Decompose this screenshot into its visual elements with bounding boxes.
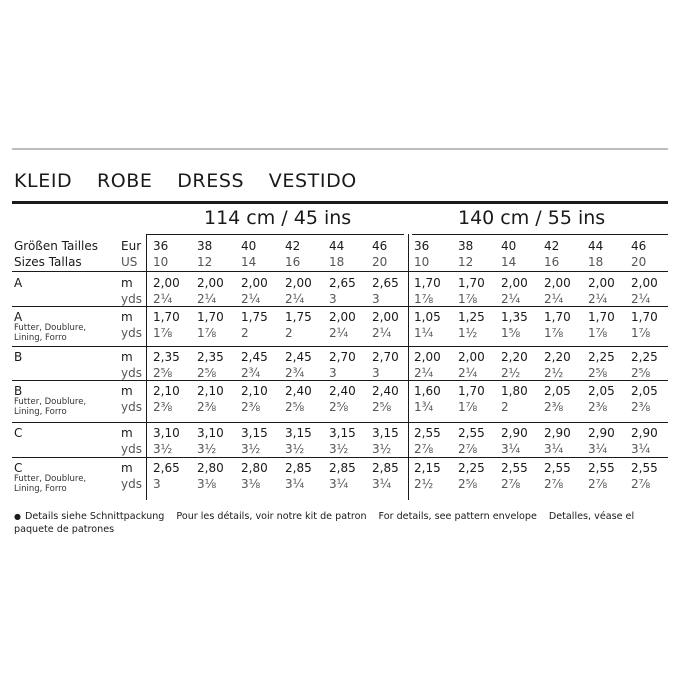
yards-cell: 2¼	[372, 326, 392, 340]
yards-cell: 2¼	[285, 292, 305, 306]
metre-cell: 2,85	[372, 461, 399, 475]
yards-cell: 3½	[197, 442, 217, 456]
row-label: C	[14, 461, 23, 475]
yards-cell: 2¼	[501, 292, 521, 306]
yards-cell: 2¼	[588, 292, 608, 306]
yards-cell: 2¼	[414, 366, 434, 380]
row-label: B	[14, 350, 23, 364]
width-header-140: 140 cm / 55 ins	[458, 207, 606, 229]
yards-cell: 2⅞	[631, 477, 651, 491]
footnote	[14, 510, 664, 536]
header-rule-right	[412, 234, 668, 235]
yards-cell: 3¼	[501, 442, 521, 456]
unit-yds: yds	[121, 400, 142, 414]
yards-cell: 2⅝	[285, 400, 305, 414]
row-sublabel: Futter, Doublure, Lining, Forro	[14, 397, 87, 417]
metre-cell: 2,00	[285, 276, 312, 290]
unit-m: m	[121, 426, 133, 440]
metre-cell: 2,85	[285, 461, 312, 475]
metre-cell: 3,10	[197, 426, 224, 440]
us-size-cell: 10	[153, 255, 169, 269]
width-header-114: 114 cm / 45 ins	[204, 207, 352, 229]
unit-label-us: US	[121, 255, 138, 269]
yards-cell: 2⅝	[588, 366, 608, 380]
metre-cell: 2,35	[153, 350, 180, 364]
row-sublabel: Futter, Doublure, Lining, Forro	[14, 474, 87, 494]
unit-m: m	[121, 276, 133, 290]
eur-size-cell: 46	[631, 239, 647, 253]
yards-cell: 1⅝	[501, 326, 521, 340]
title-rule	[12, 201, 668, 204]
eur-size-cell: 40	[501, 239, 517, 253]
title-fr: ROBE	[96, 170, 153, 192]
metre-cell: 2,55	[631, 461, 658, 475]
yards-cell: 3¼	[544, 442, 564, 456]
metre-cell: 1,80	[501, 384, 528, 398]
yards-cell: 1¼	[414, 326, 434, 340]
unit-yds: yds	[121, 292, 142, 306]
metre-cell: 2,00	[153, 276, 180, 290]
metre-cell: 2,90	[501, 426, 528, 440]
us-size-cell: 18	[329, 255, 345, 269]
title-en: DRESS	[177, 170, 245, 192]
metre-cell: 3,15	[241, 426, 268, 440]
metre-cell: 2,15	[414, 461, 441, 475]
metre-cell: 2,05	[631, 384, 658, 398]
us-size-cell: 16	[544, 255, 560, 269]
yards-cell: 1⅞	[197, 326, 217, 340]
eur-size-cell: 46	[372, 239, 388, 253]
yards-cell: 2¾	[285, 366, 305, 380]
unit-yds: yds	[121, 477, 142, 491]
metre-cell: 1,75	[285, 310, 312, 324]
unit-label-eur: Eur	[121, 239, 142, 253]
yards-cell: 3	[329, 292, 337, 306]
page-title	[14, 170, 375, 192]
yards-cell: 3½	[241, 442, 261, 456]
metre-cell: 2,55	[414, 426, 441, 440]
metre-cell: 1,70	[153, 310, 180, 324]
yards-cell: 2¾	[241, 366, 261, 380]
metre-cell: 2,00	[588, 276, 615, 290]
row-divider	[12, 346, 668, 347]
yards-cell: 2⅝	[197, 366, 217, 380]
us-size-cell: 16	[285, 255, 301, 269]
yards-cell: 2⅜	[197, 400, 217, 414]
row-divider	[12, 457, 668, 458]
unit-m: m	[121, 461, 133, 475]
eur-size-cell: 36	[153, 239, 169, 253]
yards-cell: 2¼	[458, 366, 478, 380]
metre-cell: 2,10	[197, 384, 224, 398]
metre-cell: 2,00	[197, 276, 224, 290]
size-label-line1: Größen Tailles	[14, 239, 99, 253]
us-size-cell: 10	[414, 255, 430, 269]
metre-cell: 1,70	[414, 276, 441, 290]
eur-size-cell: 44	[588, 239, 604, 253]
eur-size-cell: 38	[458, 239, 474, 253]
metre-cell: 2,55	[544, 461, 571, 475]
size-label-line2: Sizes Tallas	[14, 255, 82, 269]
yards-cell: 2¼	[241, 292, 261, 306]
top-rule	[12, 148, 668, 150]
metre-cell: 1,05	[414, 310, 441, 324]
yards-cell: 3½	[372, 442, 392, 456]
row-divider	[12, 380, 668, 381]
yards-cell: 2½	[544, 366, 564, 380]
row-sublabel: Futter, Doublure, Lining, Forro	[14, 323, 87, 343]
yards-cell: 2¼	[197, 292, 217, 306]
yards-cell: 2⅜	[588, 400, 608, 414]
yards-cell: 3	[153, 477, 161, 491]
yards-cell: 2⅝	[329, 400, 349, 414]
metre-cell: 2,20	[501, 350, 528, 364]
metre-cell: 1,70	[631, 310, 658, 324]
metre-cell: 2,55	[501, 461, 528, 475]
row-divider	[12, 271, 668, 272]
yards-cell: 2¼	[544, 292, 564, 306]
row-label: B	[14, 384, 23, 398]
title-de: KLEID	[14, 170, 73, 192]
yards-cell: 3⅛	[241, 477, 261, 491]
yards-cell: 3	[372, 292, 380, 306]
yards-cell: 2⅞	[414, 442, 434, 456]
metre-cell: 2,45	[285, 350, 312, 364]
yards-cell: 2⅜	[544, 400, 564, 414]
unit-m: m	[121, 384, 133, 398]
metre-cell: 3,15	[372, 426, 399, 440]
yards-cell: 2⅝	[372, 400, 392, 414]
metre-cell: 1,60	[414, 384, 441, 398]
footnote-fr: Pour les détails, voir notre kit de patron	[176, 511, 367, 522]
us-size-cell: 14	[501, 255, 517, 269]
us-size-cell: 20	[631, 255, 647, 269]
yards-cell: 3½	[329, 442, 349, 456]
footnote-es: Detalles, véase el paquete de patrones	[14, 511, 635, 535]
metre-cell: 3,15	[285, 426, 312, 440]
metre-cell: 3,15	[329, 426, 356, 440]
unit-m: m	[121, 310, 133, 324]
metre-cell: 2,10	[153, 384, 180, 398]
metre-cell: 2,70	[372, 350, 399, 364]
metre-cell: 2,10	[241, 384, 268, 398]
yards-cell: 3¼	[329, 477, 349, 491]
metre-cell: 2,65	[153, 461, 180, 475]
yards-cell: 2¼	[631, 292, 651, 306]
metre-cell: 2,00	[501, 276, 528, 290]
metre-cell: 2,25	[588, 350, 615, 364]
yards-cell: 3⅛	[197, 477, 217, 491]
metre-cell: 2,05	[588, 384, 615, 398]
metre-cell: 2,25	[458, 461, 485, 475]
metre-cell: 2,90	[588, 426, 615, 440]
metre-cell: 2,35	[197, 350, 224, 364]
yards-cell: 2	[501, 400, 509, 414]
metre-cell: 2,00	[544, 276, 571, 290]
us-size-cell: 18	[588, 255, 604, 269]
eur-size-cell: 44	[329, 239, 345, 253]
unit-yds: yds	[121, 442, 142, 456]
us-size-cell: 12	[458, 255, 474, 269]
row-divider	[12, 422, 668, 423]
metre-cell: 2,65	[372, 276, 399, 290]
yards-cell: 2½	[414, 477, 434, 491]
metre-cell: 1,70	[544, 310, 571, 324]
yards-cell: 2⅞	[588, 477, 608, 491]
row-label: C	[14, 426, 23, 440]
metre-cell: 2,55	[588, 461, 615, 475]
yards-cell: 2¼	[153, 292, 173, 306]
yards-cell: 2	[285, 326, 293, 340]
yards-cell: 1¾	[414, 400, 434, 414]
metre-cell: 2,80	[241, 461, 268, 475]
eur-size-cell: 36	[414, 239, 430, 253]
metre-cell: 1,70	[197, 310, 224, 324]
metre-cell: 2,00	[414, 350, 441, 364]
eur-size-cell: 38	[197, 239, 213, 253]
yards-cell: 2⅜	[241, 400, 261, 414]
yards-cell: 3	[372, 366, 380, 380]
yards-cell: 2⅞	[458, 442, 478, 456]
yards-cell: 2⅞	[501, 477, 521, 491]
yards-cell: 3¼	[285, 477, 305, 491]
title-es: VESTIDO	[268, 170, 357, 192]
yards-cell: 1⅞	[458, 400, 478, 414]
metre-cell: 2,65	[329, 276, 356, 290]
footnote-en: For details, see pattern envelope	[378, 511, 537, 522]
metre-cell: 2,00	[458, 350, 485, 364]
yards-cell: 2⅝	[458, 477, 478, 491]
metre-cell: 2,90	[631, 426, 658, 440]
metre-cell: 1,25	[458, 310, 485, 324]
metre-cell: 2,80	[197, 461, 224, 475]
yards-cell: 2½	[501, 366, 521, 380]
unit-m: m	[121, 350, 133, 364]
yards-cell: 2⅜	[153, 400, 173, 414]
yards-cell: 2⅜	[631, 400, 651, 414]
metre-cell: 1,75	[241, 310, 268, 324]
yards-cell: 1⅞	[458, 292, 478, 306]
metre-cell: 2,00	[329, 310, 356, 324]
header-rule-left	[146, 234, 404, 235]
yards-cell: 2⅞	[544, 477, 564, 491]
column-separator	[408, 234, 409, 500]
us-size-cell: 14	[241, 255, 257, 269]
yards-cell: 2	[241, 326, 249, 340]
metre-cell: 1,70	[458, 384, 485, 398]
yards-cell: 1⅞	[544, 326, 564, 340]
metre-cell: 2,85	[329, 461, 356, 475]
footnote-de: Details siehe Schnittpackung	[24, 511, 165, 522]
metre-cell: 2,25	[631, 350, 658, 364]
yards-cell: 1⅞	[631, 326, 651, 340]
metre-cell: 2,40	[329, 384, 356, 398]
row-label: A	[14, 276, 23, 290]
yards-cell: 2⅝	[631, 366, 651, 380]
metre-cell: 2,40	[285, 384, 312, 398]
eur-size-cell: 40	[241, 239, 257, 253]
metre-cell: 1,70	[588, 310, 615, 324]
yards-cell: 3½	[285, 442, 305, 456]
metre-cell: 2,55	[458, 426, 485, 440]
bullet-icon: ●	[14, 512, 21, 521]
metre-cell: 1,35	[501, 310, 528, 324]
eur-size-cell: 42	[285, 239, 301, 253]
us-size-cell: 12	[197, 255, 213, 269]
metre-cell: 2,20	[544, 350, 571, 364]
metre-cell: 3,10	[153, 426, 180, 440]
yards-cell: 2¼	[329, 326, 349, 340]
yards-cell: 3½	[153, 442, 173, 456]
yards-cell: 1½	[458, 326, 478, 340]
yards-cell: 3¼	[631, 442, 651, 456]
yards-cell: 3	[329, 366, 337, 380]
metre-cell: 2,05	[544, 384, 571, 398]
metre-cell: 2,45	[241, 350, 268, 364]
yards-cell: 1⅞	[588, 326, 608, 340]
us-size-cell: 20	[372, 255, 388, 269]
metre-cell: 2,00	[631, 276, 658, 290]
yards-cell: 3¼	[372, 477, 392, 491]
label-separator	[146, 234, 147, 500]
row-divider	[12, 306, 668, 307]
metre-cell: 2,00	[241, 276, 268, 290]
metre-cell: 2,70	[329, 350, 356, 364]
yards-cell: 3¼	[588, 442, 608, 456]
metre-cell: 2,00	[372, 310, 399, 324]
metre-cell: 2,90	[544, 426, 571, 440]
unit-yds: yds	[121, 366, 142, 380]
row-label: A	[14, 310, 23, 324]
yards-cell: 1⅞	[153, 326, 173, 340]
unit-yds: yds	[121, 326, 142, 340]
metre-cell: 2,40	[372, 384, 399, 398]
yards-cell: 2⅝	[153, 366, 173, 380]
yards-cell: 1⅞	[414, 292, 434, 306]
metre-cell: 1,70	[458, 276, 485, 290]
eur-size-cell: 42	[544, 239, 560, 253]
